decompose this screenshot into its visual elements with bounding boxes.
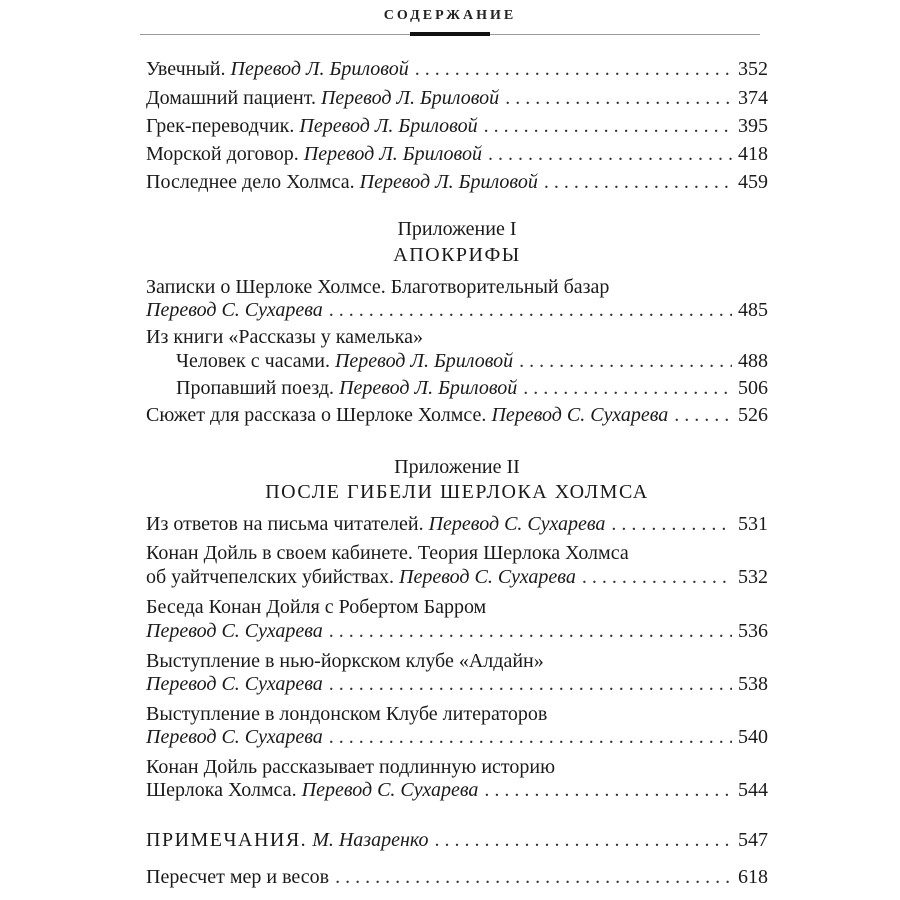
toc-entry[interactable] bbox=[146, 299, 768, 327]
toc-entry[interactable] bbox=[146, 143, 768, 171]
leader-dots bbox=[329, 620, 732, 643]
leader-dots bbox=[611, 513, 732, 536]
entry-page: 526 bbox=[738, 404, 768, 426]
toc-entry[interactable] bbox=[146, 171, 768, 199]
entry-title: Грек-переводчик. bbox=[146, 115, 295, 137]
entry-page: 395 bbox=[738, 115, 768, 137]
entry-page: 352 bbox=[738, 58, 768, 80]
leader-dots bbox=[544, 171, 732, 194]
entry-page: 547 bbox=[738, 829, 768, 851]
entry-title[interactable]: Беседа Конан Дойля с Робертом Барром bbox=[146, 596, 487, 618]
leader-dots bbox=[335, 866, 732, 889]
entry-translator: Перевод С. Сухарева bbox=[399, 566, 576, 588]
leader-dots bbox=[484, 115, 732, 138]
leader-dots bbox=[435, 829, 733, 852]
entry-translator: Перевод Л. Бриловой bbox=[359, 171, 538, 193]
entry-translator: Перевод Л. Бриловой bbox=[230, 58, 409, 80]
entry-page: 531 bbox=[738, 513, 768, 535]
toc-entry[interactable] bbox=[146, 513, 768, 541]
entry-page: 418 bbox=[738, 143, 768, 165]
entry-title: Увечный. bbox=[146, 58, 226, 80]
entry-translator: Перевод Л. Бриловой bbox=[334, 350, 514, 372]
leader-dots bbox=[523, 377, 732, 400]
leader-dots bbox=[505, 87, 732, 110]
entry-title: Последнее дело Холмса. bbox=[146, 171, 355, 193]
entry-translator: Перевод С. Сухарева bbox=[301, 779, 479, 801]
entry-translator: Перевод С. Сухарева bbox=[428, 513, 606, 535]
appendix-heading: АПОКРИФЫ bbox=[393, 244, 521, 266]
leader-dots bbox=[674, 404, 732, 427]
entry-page: 538 bbox=[738, 673, 768, 695]
entry-title: Сюжет для рассказа о Шерлоке Холмсе. bbox=[146, 404, 487, 426]
toc-entry[interactable] bbox=[146, 87, 768, 115]
entry-page: 485 bbox=[738, 299, 768, 321]
toc-entry[interactable] bbox=[176, 377, 768, 405]
entry-page: 536 bbox=[738, 620, 768, 642]
toc-entry[interactable] bbox=[146, 726, 768, 754]
toc-entry[interactable] bbox=[146, 829, 768, 857]
entry-title: Из ответов на письма читателей. bbox=[146, 513, 424, 535]
toc-entry[interactable] bbox=[146, 779, 768, 807]
entry-translator: Перевод С. Сухарева bbox=[491, 404, 669, 426]
entry-translator: Перевод С. Сухарева bbox=[146, 299, 323, 321]
entry-page: 488 bbox=[738, 350, 768, 372]
entry-title: Пересчет мер и весов bbox=[146, 866, 330, 888]
leader-dots bbox=[519, 350, 732, 373]
toc-entry[interactable] bbox=[146, 115, 768, 143]
leader-dots bbox=[329, 673, 732, 696]
entry-translator: Перевод Л. Бриловой bbox=[320, 87, 500, 109]
entry-title: ПРИМЕЧАНИЯ. bbox=[146, 829, 308, 851]
entry-title: Человек с часами. bbox=[176, 350, 330, 372]
entry-title[interactable]: Конан Дойль в своем кабинете. Теория Шерлока Холмса bbox=[146, 542, 629, 564]
appendix-label: Приложение II bbox=[394, 456, 520, 478]
entry-title: Морской договор. bbox=[146, 143, 299, 165]
toc-entry[interactable] bbox=[146, 673, 768, 701]
leader-dots bbox=[415, 58, 732, 81]
entry-page: 506 bbox=[738, 377, 768, 399]
entry-title: Пропавший поезд. bbox=[176, 377, 335, 399]
toc-entry[interactable] bbox=[146, 866, 768, 894]
entry-author: М. Назаренко bbox=[312, 829, 429, 851]
toc-entry[interactable] bbox=[176, 350, 768, 378]
entry-page: 540 bbox=[738, 726, 768, 748]
entry-title: об уайтчепелских убийствах. bbox=[146, 566, 395, 588]
entry-title[interactable]: Записки о Шерлоке Холмсе. Благотворительный базар bbox=[146, 276, 610, 298]
appendix-label: Приложение I bbox=[397, 218, 517, 240]
entry-translator: Перевод С. Сухарева bbox=[146, 620, 323, 642]
entry-translator: Перевод Л. Бриловой bbox=[339, 377, 518, 399]
toc-entry[interactable] bbox=[146, 620, 768, 648]
appendix-heading: ПОСЛЕ ГИБЕЛИ ШЕРЛОКА ХОЛМСА bbox=[265, 481, 649, 503]
leader-dots bbox=[484, 779, 732, 802]
toc-entry[interactable] bbox=[146, 58, 768, 86]
entry-page: 459 bbox=[738, 171, 768, 193]
entry-title[interactable]: Выступление в лондонском Клубе литераторов bbox=[146, 703, 548, 725]
entry-page: 618 bbox=[738, 866, 768, 888]
entry-page: 532 bbox=[738, 566, 768, 588]
leader-dots bbox=[329, 726, 732, 749]
entry-title: Шерлока Холмса. bbox=[146, 779, 297, 801]
entry-title[interactable]: Конан Дойль рассказывает подлинную историю bbox=[146, 756, 556, 778]
entry-page: 374 bbox=[738, 87, 768, 109]
entry-title: Домашний пациент. bbox=[146, 87, 316, 109]
running-header: СОДЕРЖАНИЕ bbox=[383, 8, 517, 23]
leader-dots bbox=[488, 143, 732, 166]
entry-page: 544 bbox=[738, 779, 768, 801]
toc-entry[interactable] bbox=[146, 404, 768, 432]
entry-title: Из книги «Рассказы у камелька» bbox=[146, 326, 423, 348]
leader-dots bbox=[329, 299, 732, 322]
header-rule-accent bbox=[410, 32, 490, 36]
entry-title[interactable]: Выступление в нью-йоркском клубе «Алдайн» bbox=[146, 650, 544, 672]
leader-dots bbox=[582, 566, 732, 589]
entry-translator: Перевод Л. Бриловой bbox=[299, 115, 478, 137]
entry-translator: Перевод С. Сухарева bbox=[146, 673, 323, 695]
entry-translator: Перевод С. Сухарева bbox=[146, 726, 323, 748]
toc-entry[interactable] bbox=[146, 566, 768, 594]
entry-translator: Перевод Л. Бриловой bbox=[303, 143, 482, 165]
